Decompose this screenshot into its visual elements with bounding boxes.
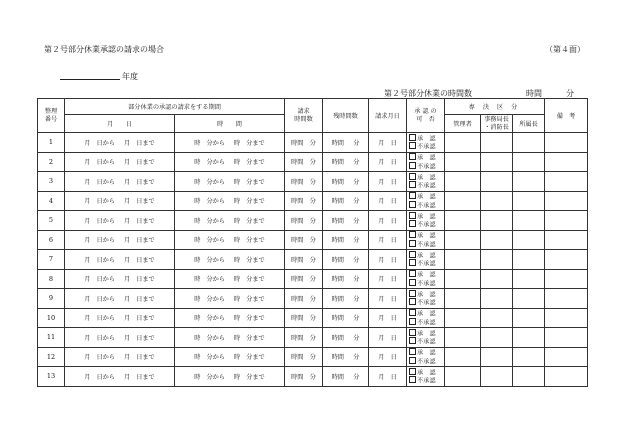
reject-checkbox[interactable] [409, 142, 416, 149]
manager-stamp-cell[interactable] [445, 367, 481, 387]
request-hours-cell[interactable]: 時間 分 [285, 250, 323, 270]
table-row [38, 328, 588, 348]
row-number: 13 [38, 367, 65, 387]
approval-cell [407, 289, 445, 309]
period-date-cell[interactable]: 月 日から 月 日まで [65, 152, 175, 172]
row-number: 9 [38, 289, 65, 309]
reject-option[interactable]: 不承認 [409, 357, 444, 366]
row-number: 1 [38, 133, 65, 153]
reject-option[interactable]: 不承認 [409, 298, 444, 307]
approval-cell [407, 133, 445, 153]
request-date-cell[interactable]: 月 日 [369, 230, 407, 250]
approve-checkbox[interactable] [409, 192, 416, 199]
director-stamp-cell[interactable] [481, 211, 513, 231]
remarks-cell[interactable] [545, 328, 588, 348]
remaining-hours-cell[interactable]: 時間 分 [323, 347, 369, 367]
remaining-hours-cell[interactable]: 時間 分 [323, 211, 369, 231]
period-time-cell[interactable]: 時 分から 時 分まで [175, 328, 285, 348]
reject-option[interactable]: 不承認 [409, 259, 444, 268]
approve-checkbox[interactable] [409, 153, 416, 160]
reject-option[interactable]: 不承認 [409, 318, 444, 327]
form-title: 第２号部分休業承認の請求の場合 [44, 45, 164, 54]
period-time-cell[interactable]: 時 分から 時 分まで [175, 308, 285, 328]
leave-request-table [37, 98, 588, 387]
remaining-hours-cell[interactable]: 時間 分 [323, 172, 369, 192]
approval-cell [407, 347, 445, 367]
manager-stamp-cell[interactable] [445, 152, 481, 172]
director-stamp-cell[interactable] [481, 230, 513, 250]
approve-checkbox[interactable] [409, 212, 416, 219]
remaining-hours-cell[interactable]: 時間 分 [323, 191, 369, 211]
remarks-cell[interactable] [545, 269, 588, 289]
approval-cell [407, 367, 445, 387]
director-stamp-cell[interactable] [481, 250, 513, 270]
row-number: 10 [38, 308, 65, 328]
row-number: 8 [38, 269, 65, 289]
period-time-cell[interactable]: 時 分から 時 分まで [175, 269, 285, 289]
table-row [38, 250, 588, 270]
request-date-cell[interactable]: 月 日 [369, 308, 407, 328]
period-time-cell[interactable]: 時 分から 時 分まで [175, 230, 285, 250]
chief-stamp-cell[interactable] [513, 211, 545, 231]
period-date-cell[interactable]: 月 日から 月 日まで [65, 289, 175, 309]
period-time-cell[interactable]: 時 分から 時 分まで [175, 367, 285, 387]
reject-checkbox[interactable] [409, 220, 416, 227]
remarks-cell[interactable] [545, 289, 588, 309]
row-number: 7 [38, 250, 65, 270]
approve-checkbox[interactable] [409, 251, 416, 258]
manager-stamp-cell[interactable] [445, 230, 481, 250]
reject-option[interactable]: 不承認 [409, 162, 444, 171]
table-row [38, 347, 588, 367]
period-date-cell[interactable]: 月 日から 月 日まで [65, 328, 175, 348]
table-row [38, 230, 588, 250]
year-label: 年度 [122, 72, 138, 81]
header-request-hours: 請求 時間数 [285, 99, 323, 133]
request-hours-cell[interactable]: 時間 分 [285, 269, 323, 289]
table-row [38, 269, 588, 289]
approve-checkbox[interactable] [409, 231, 416, 238]
reject-checkbox[interactable] [409, 318, 416, 325]
header-remarks: 備 考 [545, 99, 588, 133]
header-period-date: 月 日 [65, 115, 175, 133]
chief-stamp-cell[interactable] [513, 269, 545, 289]
period-time-cell[interactable]: 時 分から 時 分まで [175, 191, 285, 211]
reject-checkbox[interactable] [409, 240, 416, 247]
period-time-cell[interactable]: 時 分から 時 分まで [175, 172, 285, 192]
chief-stamp-cell[interactable] [513, 308, 545, 328]
reject-checkbox[interactable] [409, 181, 416, 188]
reject-option[interactable]: 不承認 [409, 142, 444, 151]
table-row [38, 211, 588, 231]
request-date-cell[interactable]: 月 日 [369, 347, 407, 367]
header-admin: 専 決 区 分 [445, 99, 545, 115]
remarks-cell[interactable] [545, 367, 588, 387]
remaining-hours-cell[interactable]: 時間 分 [323, 250, 369, 270]
manager-stamp-cell[interactable] [445, 250, 481, 270]
summary-label: 第２号部分休業の時間数 [384, 89, 472, 98]
approve-option[interactable]: 承 認 [409, 368, 444, 377]
manager-stamp-cell[interactable] [445, 133, 481, 153]
approve-option[interactable]: 承 認 [409, 348, 444, 357]
approve-checkbox[interactable] [409, 348, 416, 355]
approve-option[interactable]: 承 認 [409, 329, 444, 338]
remarks-cell[interactable] [545, 211, 588, 231]
remaining-hours-cell[interactable]: 時間 分 [323, 133, 369, 153]
remarks-cell[interactable] [545, 133, 588, 153]
remarks-cell[interactable] [545, 172, 588, 192]
remaining-hours-cell[interactable]: 時間 分 [323, 367, 369, 387]
row-number: 4 [38, 191, 65, 211]
remaining-hours-cell[interactable]: 時間 分 [323, 328, 369, 348]
header-period-time: 時 間 [175, 115, 285, 133]
chief-stamp-cell[interactable] [513, 172, 545, 192]
director-stamp-cell[interactable] [481, 133, 513, 153]
period-time-cell[interactable]: 時 分から 時 分まで [175, 250, 285, 270]
period-date-cell[interactable]: 月 日から 月 日まで [65, 269, 175, 289]
row-number: 6 [38, 230, 65, 250]
approve-checkbox[interactable] [409, 134, 416, 141]
request-date-cell[interactable]: 月 日 [369, 269, 407, 289]
approve-option[interactable]: 承 認 [409, 134, 444, 143]
remaining-hours-cell[interactable]: 時間 分 [323, 269, 369, 289]
director-stamp-cell[interactable] [481, 152, 513, 172]
request-hours-cell[interactable]: 時間 分 [285, 347, 323, 367]
remaining-hours-cell[interactable]: 時間 分 [323, 308, 369, 328]
request-date-cell[interactable]: 月 日 [369, 172, 407, 192]
row-number: 2 [38, 152, 65, 172]
period-date-cell[interactable]: 月 日から 月 日まで [65, 347, 175, 367]
period-date-cell[interactable]: 月 日から 月 日まで [65, 250, 175, 270]
reject-option[interactable]: 不承認 [409, 181, 444, 190]
approve-option[interactable]: 承 認 [409, 231, 444, 240]
director-stamp-cell[interactable] [481, 367, 513, 387]
manager-stamp-cell[interactable] [445, 269, 481, 289]
remarks-cell[interactable] [545, 250, 588, 270]
remarks-cell[interactable] [545, 191, 588, 211]
approval-cell [407, 152, 445, 172]
table-row [38, 308, 588, 328]
approval-cell [407, 230, 445, 250]
reject-checkbox[interactable] [409, 201, 416, 208]
chief-stamp-cell[interactable] [513, 367, 545, 387]
period-date-cell[interactable]: 月 日から 月 日まで [65, 133, 175, 153]
period-date-cell[interactable]: 月 日から 月 日まで [65, 211, 175, 231]
request-date-cell[interactable]: 月 日 [369, 367, 407, 387]
header-period: 部分休業の承認の請求をする期間 [65, 99, 285, 115]
request-hours-cell[interactable]: 時間 分 [285, 230, 323, 250]
remarks-cell[interactable] [545, 347, 588, 367]
approval-cell [407, 269, 445, 289]
chief-stamp-cell[interactable] [513, 289, 545, 309]
table-row [38, 133, 588, 153]
request-date-cell[interactable]: 月 日 [369, 250, 407, 270]
approve-option[interactable]: 承 認 [409, 192, 444, 201]
period-time-cell[interactable]: 時 分から 時 分まで [175, 133, 285, 153]
request-hours-cell[interactable]: 時間 分 [285, 367, 323, 387]
approval-cell [407, 328, 445, 348]
reject-option[interactable]: 不承認 [409, 240, 444, 249]
request-date-cell[interactable]: 月 日 [369, 152, 407, 172]
reject-checkbox[interactable] [409, 298, 416, 305]
director-stamp-cell[interactable] [481, 172, 513, 192]
period-date-cell[interactable]: 月 日から 月 日まで [65, 230, 175, 250]
request-hours-cell[interactable]: 時間 分 [285, 172, 323, 192]
approve-option[interactable]: 承 認 [409, 309, 444, 318]
request-hours-cell[interactable]: 時間 分 [285, 191, 323, 211]
request-date-cell[interactable]: 月 日 [369, 191, 407, 211]
manager-stamp-cell[interactable] [445, 308, 481, 328]
approve-checkbox[interactable] [409, 270, 416, 277]
approval-cell [407, 211, 445, 231]
header-admin-manager: 管理者 [445, 115, 481, 133]
period-date-cell[interactable]: 月 日から 月 日まで [65, 308, 175, 328]
approve-checkbox[interactable] [409, 290, 416, 297]
director-stamp-cell[interactable] [481, 308, 513, 328]
chief-stamp-cell[interactable] [513, 191, 545, 211]
request-hours-cell[interactable]: 時間 分 [285, 308, 323, 328]
table-body [38, 133, 588, 387]
row-number: 3 [38, 172, 65, 192]
chief-stamp-cell[interactable] [513, 152, 545, 172]
approve-checkbox[interactable] [409, 368, 416, 375]
period-time-cell[interactable]: 時 分から 時 分まで [175, 289, 285, 309]
table-row [38, 191, 588, 211]
director-stamp-cell[interactable] [481, 347, 513, 367]
row-number: 12 [38, 347, 65, 367]
chief-stamp-cell[interactable] [513, 133, 545, 153]
reject-option[interactable]: 不承認 [409, 376, 444, 385]
manager-stamp-cell[interactable] [445, 172, 481, 192]
reject-checkbox[interactable] [409, 357, 416, 364]
reject-checkbox[interactable] [409, 279, 416, 286]
summary-minutes-unit: 分 [566, 89, 574, 98]
row-number: 11 [38, 328, 65, 348]
approve-option[interactable]: 承 認 [409, 270, 444, 279]
approval-cell [407, 191, 445, 211]
period-date-cell[interactable]: 月 日から 月 日まで [65, 172, 175, 192]
request-date-cell[interactable]: 月 日 [369, 328, 407, 348]
header-no: 整理 番号 [38, 99, 65, 133]
remarks-cell[interactable] [545, 308, 588, 328]
manager-stamp-cell[interactable] [445, 191, 481, 211]
reject-checkbox[interactable] [409, 259, 416, 266]
approval-cell [407, 308, 445, 328]
table-row [38, 289, 588, 309]
chief-stamp-cell[interactable] [513, 328, 545, 348]
header-request-date: 請求月日 [369, 99, 407, 133]
reject-option[interactable]: 不承認 [409, 220, 444, 229]
approve-option[interactable]: 承 認 [409, 153, 444, 162]
period-time-cell[interactable]: 時 分から 時 分まで [175, 347, 285, 367]
director-stamp-cell[interactable] [481, 289, 513, 309]
approve-option[interactable]: 承 認 [409, 290, 444, 299]
request-hours-cell[interactable]: 時間 分 [285, 211, 323, 231]
approve-checkbox[interactable] [409, 309, 416, 316]
approve-option[interactable]: 承 認 [409, 173, 444, 182]
chief-stamp-cell[interactable] [513, 250, 545, 270]
reject-checkbox[interactable] [409, 337, 416, 344]
approve-option[interactable]: 承 認 [409, 212, 444, 221]
remarks-cell[interactable] [545, 152, 588, 172]
reject-option[interactable]: 不承認 [409, 337, 444, 346]
header-remaining-hours: 残時間数 [323, 99, 369, 133]
chief-stamp-cell[interactable] [513, 230, 545, 250]
remarks-cell[interactable] [545, 230, 588, 250]
manager-stamp-cell[interactable] [445, 347, 481, 367]
header-admin-director: 事務局長 ・消防長 [481, 115, 513, 133]
header-admin-chief: 所属長 [513, 115, 545, 133]
year-blank[interactable] [60, 79, 120, 80]
director-stamp-cell[interactable] [481, 269, 513, 289]
table-row [38, 152, 588, 172]
manager-stamp-cell[interactable] [445, 211, 481, 231]
manager-stamp-cell[interactable] [445, 289, 481, 309]
table-row [38, 172, 588, 192]
manager-stamp-cell[interactable] [445, 328, 481, 348]
request-hours-cell[interactable]: 時間 分 [285, 328, 323, 348]
table-row [38, 367, 588, 387]
remaining-hours-cell[interactable]: 時間 分 [323, 230, 369, 250]
approval-cell [407, 172, 445, 192]
remaining-hours-cell[interactable]: 時間 分 [323, 289, 369, 309]
request-date-cell[interactable]: 月 日 [369, 289, 407, 309]
approve-checkbox[interactable] [409, 329, 416, 336]
remaining-hours-cell[interactable]: 時間 分 [323, 152, 369, 172]
reject-option[interactable]: 不承認 [409, 201, 444, 210]
director-stamp-cell[interactable] [481, 328, 513, 348]
row-number: 5 [38, 211, 65, 231]
period-date-cell[interactable]: 月 日から 月 日まで [65, 367, 175, 387]
chief-stamp-cell[interactable] [513, 347, 545, 367]
period-date-cell[interactable]: 月 日から 月 日まで [65, 191, 175, 211]
request-date-cell[interactable]: 月 日 [369, 133, 407, 153]
reject-checkbox[interactable] [409, 162, 416, 169]
period-time-cell[interactable]: 時 分から 時 分まで [175, 211, 285, 231]
reject-option[interactable]: 不承認 [409, 279, 444, 288]
approve-checkbox[interactable] [409, 173, 416, 180]
approval-cell [407, 250, 445, 270]
reject-checkbox[interactable] [409, 376, 416, 383]
director-stamp-cell[interactable] [481, 191, 513, 211]
header-approval: 承 認 の 可 否 [407, 99, 445, 133]
request-hours-cell[interactable]: 時間 分 [285, 152, 323, 172]
summary-hours-unit: 時間 [526, 89, 542, 98]
period-time-cell[interactable]: 時 分から 時 分まで [175, 152, 285, 172]
page-number: （第４面） [545, 45, 585, 54]
approve-option[interactable]: 承 認 [409, 251, 444, 260]
request-date-cell[interactable]: 月 日 [369, 211, 407, 231]
request-hours-cell[interactable]: 時間 分 [285, 289, 323, 309]
request-hours-cell[interactable]: 時間 分 [285, 133, 323, 153]
